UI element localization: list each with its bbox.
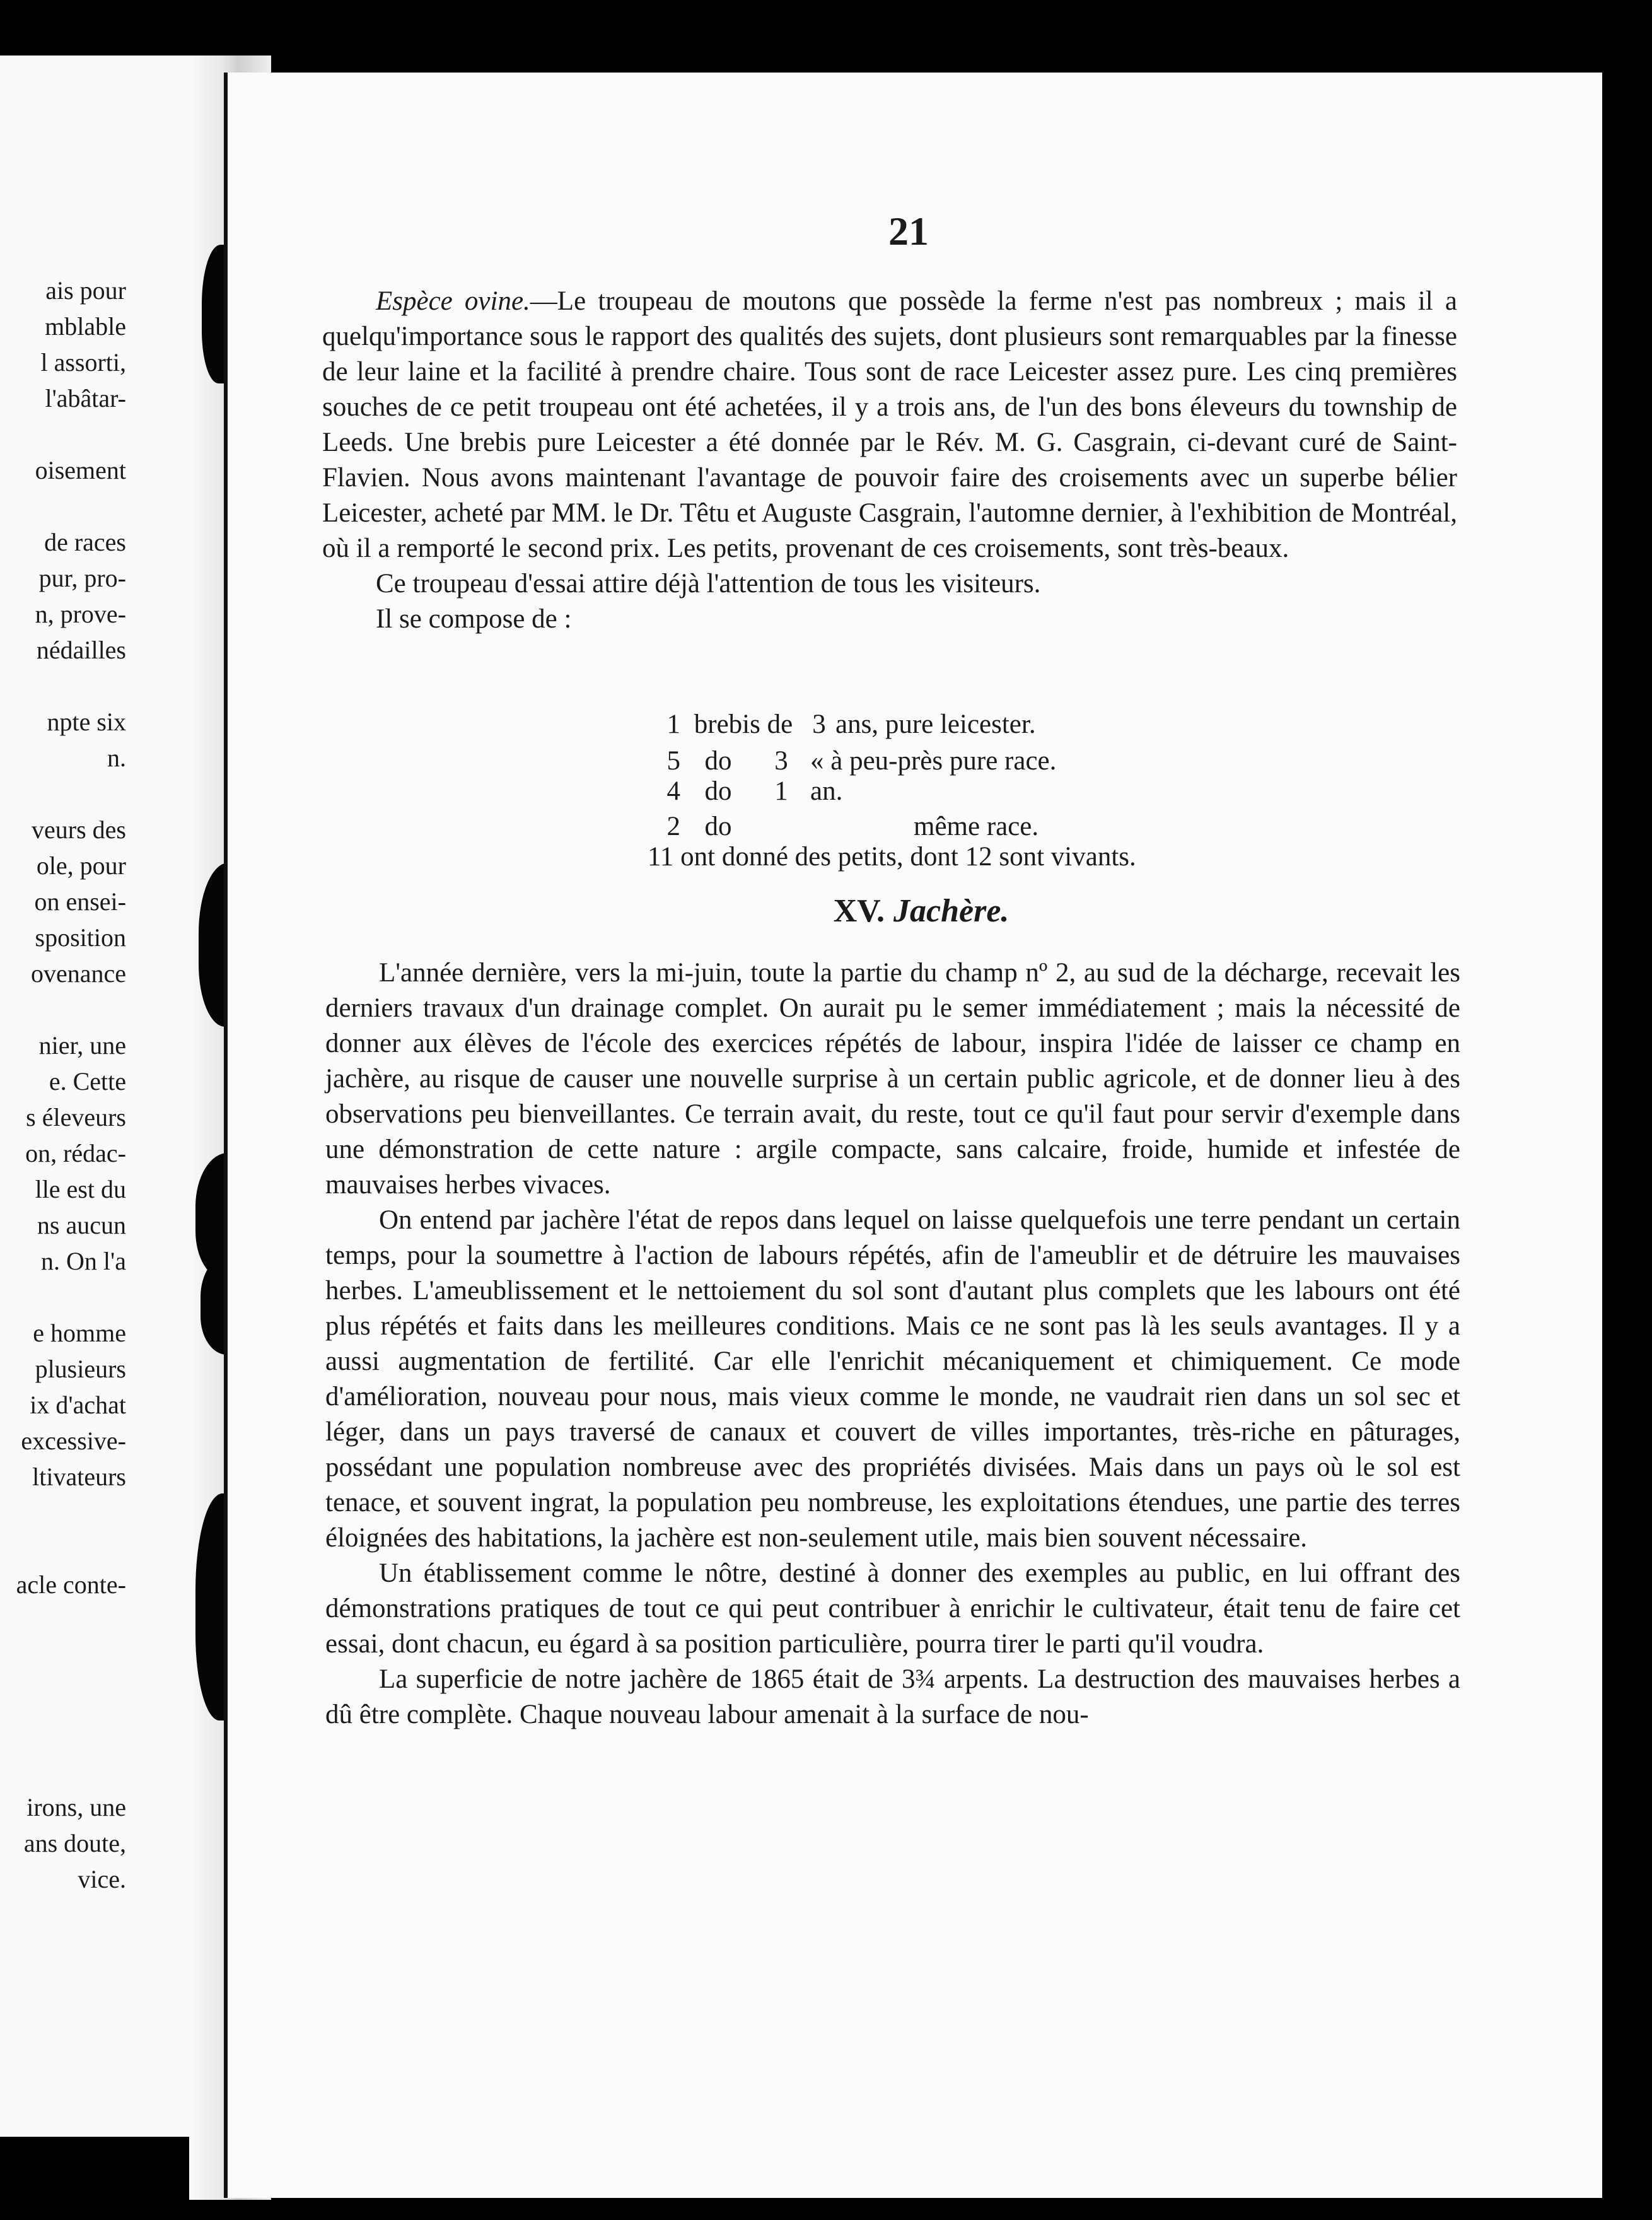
facing-page-fragment: n. [107, 744, 126, 772]
intro-block [322, 284, 1457, 637]
flock-list [648, 710, 1318, 872]
paragraph: Un établissement comme le nôtre, destiné à donner des exemples au public, en lui offrant des démonstrations pratiques de tout ce qui peut contribuer à enrichir le cultivateur, était tenu de faire cet essai, dont chacun, eu égard à sa position particulière, pourra tirer le parti qu'il voudra. [325, 1558, 1460, 1659]
list-item: 1 brebis de 3 ans, pure leicester. [666, 710, 1036, 739]
list-item: 5 do 3 « à peu-près pure race. [666, 746, 1057, 776]
facing-page-fragment: de races [44, 528, 126, 556]
facing-page-fragment: plusieurs [35, 1355, 126, 1383]
facing-page-fragment: pur, pro- [38, 564, 126, 592]
facing-page-fragment: ns aucun [37, 1211, 126, 1239]
facing-page-fragment: l'abâtar- [45, 384, 126, 412]
intro-paragraph: —Le troupeau de moutons que possède la ferme n'est pas nombreux ; mais il a quelqu'importance sous le rapport des qualités des sujets, dont plusieurs sont remarquables par la finesse de leur laine et la facilité à prendre chaire. Tous sont de race Leicester assez pure. Les cinq premières souches de ce petit troupeau ont été achetées, il y a trois ans, de l'un des bons éleveurs du township de Leeds. Une brebis pure Leicester a été donnée par le Rév. M. G. Casgrain, ci-devant curé de Saint-Flavien. Nous avons maintenant l'avantage de pouvoir faire des croisements avec un superbe bélier Leicester, acheté par MM. le Dr. Têtu et Auguste Casgrain, l'automne dernier, à l'exhibition de Montréal, où il a remporté le second prix. Les petits, provenant de ces croisements, sont très-beaux. [322, 286, 1457, 563]
body-text [325, 955, 1460, 1732]
facing-page-fragment: ais pour [45, 276, 126, 305]
facing-page-fragment: on, rédac- [25, 1139, 126, 1167]
facing-page-fragment: n, prove- [35, 600, 126, 628]
facing-page-fragment: mblable [45, 312, 126, 341]
compose-line: Il se compose de : [376, 604, 572, 634]
facing-page-fragment: nier, une [38, 1031, 126, 1060]
page [224, 73, 1602, 2198]
facing-page-fragment: lle est du [35, 1175, 126, 1203]
facing-page-fragment: acle conte- [16, 1570, 126, 1599]
section-title: Jachère. [893, 893, 1009, 929]
facing-page-fragment: sposition [35, 923, 126, 952]
section-numeral: XV. [833, 893, 885, 929]
facing-page-fragment: l assorti, [40, 348, 126, 377]
facing-page-fragment: oisement [35, 456, 126, 484]
facing-page-fragment: ovenance [30, 959, 126, 988]
paragraph: On entend par jachère l'état de repos dans lequel on laisse quelquefois une terre pendant un certain temps, pour la soumettre à l'action de labours répétés, afin de l'ameublir et de détruire les mauvaises herbes. L'ameublissement et le nettoiement du sol sont d'autant plus complets que les labours ont été plus répétés et faits dans les meilleures conditions. Mais ce ne sont pas là les seuls avantages. Il y a aussi augmentation de fertilité. Car elle l'enrichit mécaniquement et chimiquement. Ce mode d'amélioration, nouveau pour nous, mais vieux comme le monde, ne vaudrait rien dans un sol sec et léger, dans un pays traversé de canaux et couvert de villes importantes, très-riche en pâturages, possédant une population nombreuse avec des propriétés divisées. Mais dans un pays où le sol est tenace, et souvent ingrat, la population peu nombreuse, les exploitations étendues, une partie des terres éloignées des habitations, la jachère est non-seulement utile, mais bien souvent nécessaire. [325, 1205, 1460, 1553]
facing-page-fragment: vice. [78, 1865, 126, 1893]
facing-page-fragment: ltivateurs [32, 1463, 126, 1491]
facing-page-fragment: s éleveurs [26, 1103, 126, 1131]
list-item: 2 do même race. [666, 812, 1039, 841]
flock-total: 11 ont donné des petits, dont 12 sont vivants. [648, 842, 1136, 872]
facing-page-fragment: excessive- [21, 1427, 126, 1455]
list-item: 4 do 1 an. [666, 776, 843, 806]
attention-line: Ce troupeau d'essai attire déjà l'attention de tous les visiteurs. [376, 569, 1041, 599]
page-number: 21 [888, 209, 929, 254]
section-heading [764, 892, 1079, 930]
facing-page-fragment: on ensei- [34, 887, 126, 916]
facing-page-fragment: e. Cette [49, 1067, 126, 1095]
facing-page-fragment: npte six [47, 708, 126, 736]
facing-page-fragment: ix d'achat [30, 1391, 126, 1419]
paragraph: L'année dernière, vers la mi-juin, toute la partie du champ nº 2, au sud de la décharge, recevait les derniers travaux d'un drainage complet. On aurait pu le semer immédiatement ; mais la nécessité de donner aux élèves de l'école des exercices répétés de labour, inspira l'idée de laisser ce champ en jachère, au risque de causer une nouvelle surprise à un certain public agricole, et de donner lieu à des observations peu bienveillantes. Ce terrain avait, du reste, tout ce qu'il faut pour servir d'exemple dans une démonstration de cette nature : argile compacte, sans calcaire, froide, humide et infestée de mauvaises herbes vivaces. [325, 958, 1460, 1200]
facing-page-fragment: e homme [33, 1319, 126, 1347]
section-lead: Espèce ovine. [376, 286, 530, 316]
facing-page-fragment: ole, pour [36, 851, 126, 880]
facing-page-fragment: nédailles [36, 636, 126, 664]
paragraph: La superficie de notre jachère de 1865 était de 3¾ arpents. La destruction des mauvaises herbes a dû être complète. Chaque nouveau labour amenait à la surface de nou- [325, 1664, 1460, 1729]
facing-page-fragment: n. On l'a [41, 1247, 126, 1275]
facing-page-fragment: ans doute, [23, 1829, 126, 1857]
facing-page-fragment: irons, une [26, 1793, 126, 1821]
facing-page-fragment: veurs des [32, 815, 126, 844]
